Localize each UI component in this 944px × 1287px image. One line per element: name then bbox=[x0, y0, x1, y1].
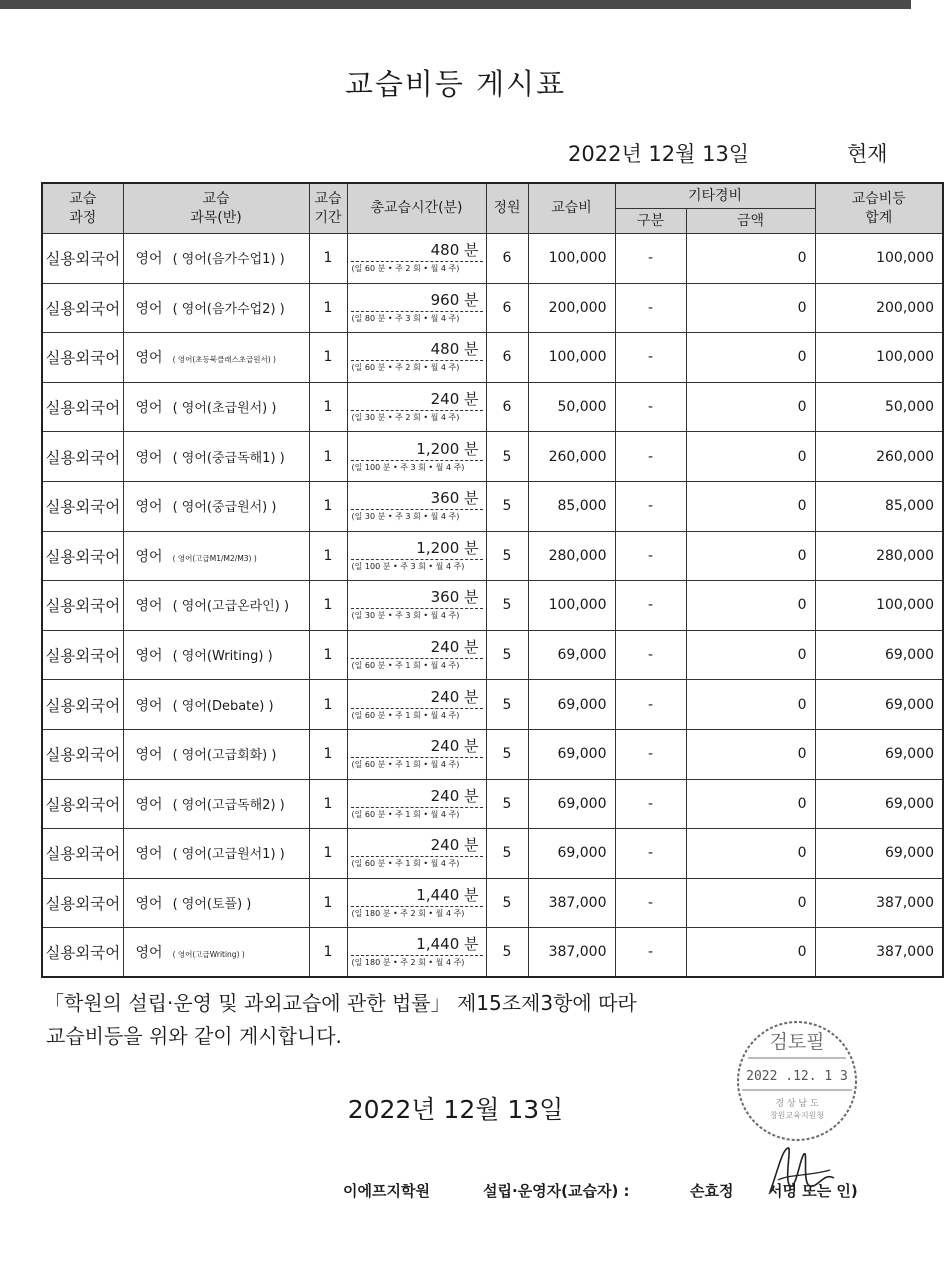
fee-cell: 69,000 bbox=[528, 779, 615, 829]
category-cell: - bbox=[615, 581, 686, 631]
category-cell: - bbox=[615, 829, 686, 879]
capacity-cell: 5 bbox=[486, 432, 528, 482]
amount-cell: 0 bbox=[686, 531, 815, 581]
capacity-cell: 5 bbox=[486, 928, 528, 978]
category-cell: - bbox=[615, 481, 686, 531]
total-cell: 280,000 bbox=[815, 531, 943, 581]
course-cell: 실용외국어 bbox=[42, 283, 123, 333]
amount-cell: 0 bbox=[686, 829, 815, 879]
hours-total: 360 분 bbox=[351, 587, 483, 609]
category-cell: - bbox=[615, 779, 686, 829]
amount-cell: 0 bbox=[686, 481, 815, 531]
posting-date: 2022년 12월 13일 bbox=[568, 142, 750, 166]
period-cell: 1 bbox=[309, 481, 347, 531]
subject-name: 영어 bbox=[135, 548, 163, 565]
fee-table bbox=[41, 182, 944, 978]
hours-cell bbox=[347, 779, 486, 829]
hours-cell bbox=[347, 928, 486, 978]
handwritten-signature bbox=[760, 1140, 840, 1204]
table-row bbox=[42, 333, 943, 383]
total-cell: 387,000 bbox=[815, 928, 943, 978]
capacity-cell: 5 bbox=[486, 829, 528, 879]
subject-detail: ( 영어(음가수업1) ) bbox=[172, 252, 285, 268]
hours-cell bbox=[347, 432, 486, 482]
category-cell: - bbox=[615, 680, 686, 730]
fee-cell: 50,000 bbox=[528, 382, 615, 432]
subject-cell bbox=[123, 878, 309, 928]
total-cell: 100,000 bbox=[815, 234, 943, 284]
subject-cell bbox=[123, 829, 309, 879]
hours-total: 480 분 bbox=[351, 339, 483, 361]
capacity-cell: 6 bbox=[486, 333, 528, 383]
course-cell: 실용외국어 bbox=[42, 680, 123, 730]
page-title: 교습비등 게시표 bbox=[344, 67, 567, 101]
amount-cell: 0 bbox=[686, 779, 815, 829]
operator-name: 손효정 bbox=[690, 1182, 734, 1200]
subject-cell bbox=[123, 283, 309, 333]
subject-name: 영어 bbox=[135, 350, 163, 367]
subject-cell bbox=[123, 928, 309, 978]
course-cell: 실용외국어 bbox=[42, 234, 123, 284]
category-cell: - bbox=[615, 432, 686, 482]
period-cell: 1 bbox=[309, 680, 347, 730]
stamp-date: 2022 .12. 1 3 bbox=[746, 1069, 848, 1084]
subject-detail: ( 영어(중급독해1) ) bbox=[172, 450, 285, 466]
table-row bbox=[42, 481, 943, 531]
fee-cell: 100,000 bbox=[528, 581, 615, 631]
amount-cell: 0 bbox=[686, 432, 815, 482]
category-cell: - bbox=[615, 928, 686, 978]
stamp-title: 검토필 bbox=[769, 1031, 825, 1053]
period-cell: 1 bbox=[309, 630, 347, 680]
subject-cell bbox=[123, 581, 309, 631]
hours-total: 240 분 bbox=[351, 835, 483, 857]
stamp-org2: 창원교육지원청 bbox=[769, 1111, 825, 1120]
category-cell: - bbox=[615, 234, 686, 284]
period-cell: 1 bbox=[309, 432, 347, 482]
amount-cell: 0 bbox=[686, 729, 815, 779]
hours-total: 1,200 분 bbox=[351, 439, 483, 461]
subject-name: 영어 bbox=[135, 400, 163, 417]
hours-breakdown: (일 60 분 • 주 2 회 • 월 4 주) bbox=[351, 363, 460, 373]
table-row bbox=[42, 432, 943, 482]
fee-table-body bbox=[42, 234, 943, 978]
total-cell: 69,000 bbox=[815, 680, 943, 730]
header-course: 교습 과정 bbox=[42, 183, 123, 234]
subject-cell bbox=[123, 680, 309, 730]
hours-cell bbox=[347, 481, 486, 531]
amount-cell: 0 bbox=[686, 234, 815, 284]
subject-cell bbox=[123, 630, 309, 680]
amount-cell: 0 bbox=[686, 581, 815, 631]
subject-detail: ( 영어(고급회화) ) bbox=[172, 748, 277, 764]
hours-total: 1,440 분 bbox=[351, 934, 483, 956]
fee-cell: 387,000 bbox=[528, 928, 615, 978]
header-period: 교습 기간 bbox=[309, 183, 347, 234]
hours-total: 960 분 bbox=[351, 290, 483, 312]
hours-breakdown: (일 60 분 • 주 1 회 • 월 4 주) bbox=[351, 661, 460, 671]
hours-breakdown: (일 80 분 • 주 3 회 • 월 4 주) bbox=[351, 313, 460, 323]
category-cell: - bbox=[615, 729, 686, 779]
course-cell: 실용외국어 bbox=[42, 581, 123, 631]
subject-detail: ( 영어(고급온라인) ) bbox=[172, 599, 290, 615]
period-cell: 1 bbox=[309, 878, 347, 928]
header-subject: 교습 과목(반) bbox=[123, 183, 309, 234]
capacity-cell: 6 bbox=[486, 234, 528, 284]
hours-cell bbox=[347, 382, 486, 432]
subject-cell bbox=[123, 382, 309, 432]
table-row bbox=[42, 283, 943, 333]
header-fee: 교습비 bbox=[528, 183, 615, 234]
fee-cell: 387,000 bbox=[528, 878, 615, 928]
amount-cell: 0 bbox=[686, 928, 815, 978]
table-row bbox=[42, 878, 943, 928]
category-cell: - bbox=[615, 531, 686, 581]
course-cell: 실용외국어 bbox=[42, 928, 123, 978]
academy-name: 이에프지학원 bbox=[343, 1182, 430, 1200]
header-other-costs: 기타경비 bbox=[615, 183, 815, 209]
hours-breakdown: (일 60 분 • 주 1 회 • 월 4 주) bbox=[351, 859, 460, 869]
course-cell: 실용외국어 bbox=[42, 779, 123, 829]
fee-cell: 69,000 bbox=[528, 630, 615, 680]
hours-breakdown: (일 180 분 • 주 2 회 • 월 4 주) bbox=[351, 909, 465, 919]
subject-name: 영어 bbox=[135, 846, 163, 863]
amount-cell: 0 bbox=[686, 630, 815, 680]
header-total-hours: 총교습시간(분) bbox=[347, 183, 486, 234]
subject-detail: ( 영어(토플) ) bbox=[172, 897, 252, 913]
period-cell: 1 bbox=[309, 829, 347, 879]
period-cell: 1 bbox=[309, 581, 347, 631]
table-row bbox=[42, 928, 943, 978]
fee-cell: 260,000 bbox=[528, 432, 615, 482]
total-cell: 85,000 bbox=[815, 481, 943, 531]
total-cell: 69,000 bbox=[815, 779, 943, 829]
stamp-org1: 경 상 남 도 bbox=[775, 1099, 819, 1109]
course-cell: 실용외국어 bbox=[42, 382, 123, 432]
subject-name: 영어 bbox=[135, 945, 163, 962]
table-row bbox=[42, 581, 943, 631]
table-row bbox=[42, 531, 943, 581]
fee-cell: 69,000 bbox=[528, 829, 615, 879]
hours-total: 240 분 bbox=[351, 687, 483, 709]
hours-breakdown: (일 60 분 • 주 1 회 • 월 4 주) bbox=[351, 809, 460, 819]
hours-total: 360 분 bbox=[351, 488, 483, 510]
course-cell: 실용외국어 bbox=[42, 432, 123, 482]
capacity-cell: 6 bbox=[486, 283, 528, 333]
hours-breakdown: (일 60 분 • 주 1 회 • 월 4 주) bbox=[351, 710, 460, 720]
hours-cell bbox=[347, 680, 486, 730]
subject-name: 영어 bbox=[135, 499, 163, 516]
header-amount: 금액 bbox=[686, 209, 815, 234]
total-cell: 200,000 bbox=[815, 283, 943, 333]
hours-breakdown: (일 100 분 • 주 3 회 • 월 4 주) bbox=[351, 462, 465, 472]
period-cell: 1 bbox=[309, 531, 347, 581]
hours-cell bbox=[347, 829, 486, 879]
scan-top-border bbox=[0, 0, 911, 9]
period-cell: 1 bbox=[309, 779, 347, 829]
subject-cell bbox=[123, 729, 309, 779]
category-cell: - bbox=[615, 878, 686, 928]
header-category: 구분 bbox=[615, 209, 686, 234]
total-cell: 100,000 bbox=[815, 333, 943, 383]
subject-detail: ( 영어(초등북클래스초급원서) ) bbox=[172, 355, 276, 365]
period-cell: 1 bbox=[309, 928, 347, 978]
hours-total: 480 분 bbox=[351, 240, 483, 262]
signature-label: 서명 또는 인) bbox=[768, 1182, 858, 1200]
subject-name: 영어 bbox=[135, 747, 163, 764]
amount-cell: 0 bbox=[686, 382, 815, 432]
subject-cell bbox=[123, 432, 309, 482]
subject-detail: ( 영어(고급원서1) ) bbox=[172, 847, 285, 863]
hours-total: 240 분 bbox=[351, 736, 483, 758]
subject-cell bbox=[123, 234, 309, 284]
table-row bbox=[42, 630, 943, 680]
subject-cell bbox=[123, 481, 309, 531]
signing-date: 2022년 12월 13일 bbox=[347, 1095, 564, 1124]
capacity-cell: 5 bbox=[486, 481, 528, 531]
hours-breakdown: (일 30 분 • 주 2 회 • 월 4 주) bbox=[351, 413, 460, 423]
total-cell: 69,000 bbox=[815, 829, 943, 879]
course-cell: 실용외국어 bbox=[42, 333, 123, 383]
subject-detail: ( 영어(고급독해2) ) bbox=[172, 797, 285, 813]
hours-cell bbox=[347, 630, 486, 680]
total-cell: 69,000 bbox=[815, 630, 943, 680]
hours-total: 240 분 bbox=[351, 637, 483, 659]
period-cell: 1 bbox=[309, 234, 347, 284]
capacity-cell: 5 bbox=[486, 531, 528, 581]
fee-cell: 69,000 bbox=[528, 680, 615, 730]
header-capacity: 정원 bbox=[486, 183, 528, 234]
period-cell: 1 bbox=[309, 729, 347, 779]
course-cell: 실용외국어 bbox=[42, 481, 123, 531]
hours-total: 240 분 bbox=[351, 786, 483, 808]
amount-cell: 0 bbox=[686, 878, 815, 928]
capacity-cell: 5 bbox=[486, 729, 528, 779]
subject-detail: ( 영어(중급원서) ) bbox=[172, 500, 277, 516]
fee-cell: 69,000 bbox=[528, 729, 615, 779]
category-cell: - bbox=[615, 630, 686, 680]
table-row bbox=[42, 729, 943, 779]
course-cell: 실용외국어 bbox=[42, 630, 123, 680]
subject-detail: ( 영어(Debate) ) bbox=[172, 698, 274, 714]
hours-breakdown: (일 30 분 • 주 3 회 • 월 4 주) bbox=[351, 611, 460, 621]
fee-cell: 280,000 bbox=[528, 531, 615, 581]
review-stamp bbox=[734, 1018, 860, 1144]
subject-name: 영어 bbox=[135, 449, 163, 466]
hours-cell bbox=[347, 234, 486, 284]
law-notice-line2: 교습비등을 위와 같이 게시합니다. bbox=[46, 1024, 342, 1048]
hours-breakdown: (일 180 분 • 주 2 회 • 월 4 주) bbox=[351, 958, 465, 968]
capacity-cell: 5 bbox=[486, 779, 528, 829]
subject-name: 영어 bbox=[135, 251, 163, 268]
amount-cell: 0 bbox=[686, 283, 815, 333]
course-cell: 실용외국어 bbox=[42, 878, 123, 928]
course-cell: 실용외국어 bbox=[42, 531, 123, 581]
total-cell: 260,000 bbox=[815, 432, 943, 482]
capacity-cell: 5 bbox=[486, 878, 528, 928]
hours-breakdown: (일 100 분 • 주 3 회 • 월 4 주) bbox=[351, 561, 465, 571]
subject-detail: ( 영어(고급Writing) ) bbox=[172, 950, 245, 960]
hours-cell bbox=[347, 878, 486, 928]
subject-name: 영어 bbox=[135, 796, 163, 813]
capacity-cell: 6 bbox=[486, 382, 528, 432]
operator-label: 설립·운영자(교습자) : bbox=[483, 1182, 630, 1200]
subject-cell bbox=[123, 779, 309, 829]
category-cell: - bbox=[615, 382, 686, 432]
total-cell: 387,000 bbox=[815, 878, 943, 928]
subject-name: 영어 bbox=[135, 300, 163, 317]
hours-total: 1,200 분 bbox=[351, 538, 483, 560]
period-cell: 1 bbox=[309, 333, 347, 383]
period-cell: 1 bbox=[309, 382, 347, 432]
subject-cell bbox=[123, 531, 309, 581]
as-of-label: 현재 bbox=[847, 142, 888, 166]
subject-name: 영어 bbox=[135, 598, 163, 615]
hours-breakdown: (일 60 분 • 주 1 회 • 월 4 주) bbox=[351, 760, 460, 770]
subject-name: 영어 bbox=[135, 697, 163, 714]
category-cell: - bbox=[615, 333, 686, 383]
table-row bbox=[42, 779, 943, 829]
fee-cell: 100,000 bbox=[528, 333, 615, 383]
total-cell: 50,000 bbox=[815, 382, 943, 432]
hours-breakdown: (일 30 분 • 주 3 회 • 월 4 주) bbox=[351, 512, 460, 522]
subject-cell bbox=[123, 333, 309, 383]
hours-breakdown: (일 60 분 • 주 2 회 • 월 4 주) bbox=[351, 264, 460, 274]
fee-cell: 100,000 bbox=[528, 234, 615, 284]
capacity-cell: 5 bbox=[486, 630, 528, 680]
table-row bbox=[42, 234, 943, 284]
subject-name: 영어 bbox=[135, 896, 163, 913]
amount-cell: 0 bbox=[686, 680, 815, 730]
capacity-cell: 5 bbox=[486, 680, 528, 730]
amount-cell: 0 bbox=[686, 333, 815, 383]
capacity-cell: 5 bbox=[486, 581, 528, 631]
category-cell: - bbox=[615, 283, 686, 333]
table-row bbox=[42, 829, 943, 879]
subject-detail: ( 영어(초급원서) ) bbox=[172, 401, 277, 417]
subject-detail: ( 영어(고급M1/M2/M3) ) bbox=[172, 553, 257, 563]
header-total: 교습비등 합계 bbox=[815, 183, 943, 234]
hours-cell bbox=[347, 581, 486, 631]
table-row bbox=[42, 382, 943, 432]
law-notice-line1: 「학원의 설립·운영 및 과외교습에 관한 법률」 제15조제3항에 따라 bbox=[44, 991, 637, 1015]
hours-cell bbox=[347, 283, 486, 333]
course-cell: 실용외국어 bbox=[42, 729, 123, 779]
total-cell: 69,000 bbox=[815, 729, 943, 779]
table-row bbox=[42, 680, 943, 730]
total-cell: 100,000 bbox=[815, 581, 943, 631]
course-cell: 실용외국어 bbox=[42, 829, 123, 879]
hours-total: 1,440 분 bbox=[351, 885, 483, 907]
hours-cell bbox=[347, 729, 486, 779]
fee-cell: 200,000 bbox=[528, 283, 615, 333]
period-cell: 1 bbox=[309, 283, 347, 333]
subject-detail: ( 영어(Writing) ) bbox=[172, 649, 273, 665]
subject-detail: ( 영어(음가수업2) ) bbox=[172, 301, 285, 317]
subject-name: 영어 bbox=[135, 648, 163, 665]
hours-cell bbox=[347, 333, 486, 383]
hours-cell bbox=[347, 531, 486, 581]
fee-cell: 85,000 bbox=[528, 481, 615, 531]
hours-total: 240 분 bbox=[351, 389, 483, 411]
